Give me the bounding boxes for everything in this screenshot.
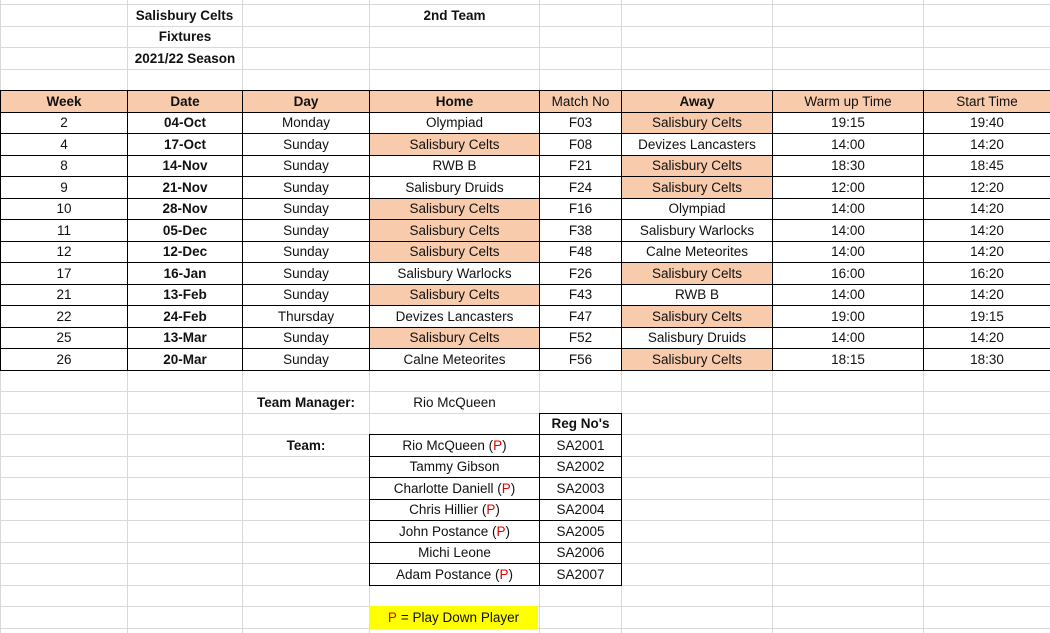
fixture-date-cell[interactable]: 13-Feb xyxy=(127,284,243,307)
fixture-home-cell[interactable]: Salisbury Druids xyxy=(369,176,540,199)
fixture-date-cell[interactable]: 05-Dec xyxy=(127,219,243,242)
paren: ( xyxy=(484,437,494,453)
player-name-cell[interactable] xyxy=(369,542,540,565)
fixture-date-cell[interactable]: 13-Mar xyxy=(127,327,243,350)
fixture-day-cell[interactable]: Sunday xyxy=(242,262,370,285)
fixture-day-cell[interactable]: Sunday xyxy=(242,348,370,371)
player-reg-no[interactable]: SA2001 xyxy=(539,434,622,457)
column-header-day[interactable]: Day xyxy=(242,90,370,113)
fixture-warm-up-time-cell[interactable]: 12:00 xyxy=(772,176,924,199)
fixture-day-cell[interactable]: Sunday xyxy=(242,155,370,178)
fixture-away-cell[interactable]: Salisbury Celts xyxy=(621,262,773,285)
fixture-date-cell[interactable]: 21-Nov xyxy=(127,176,243,199)
fixture-week-cell[interactable]: 26 xyxy=(0,348,128,371)
player-reg-no[interactable]: SA2003 xyxy=(539,477,622,500)
fixture-match-no-cell[interactable]: F56 xyxy=(539,348,622,371)
player-name: Charlotte Daniell xyxy=(393,480,494,496)
fixture-start-time-cell[interactable]: 14:20 xyxy=(923,241,1050,264)
player-reg-no[interactable]: SA2005 xyxy=(539,520,622,543)
fixture-match-no-cell[interactable]: F48 xyxy=(539,241,622,264)
fixture-away-cell[interactable]: Salisbury Celts xyxy=(621,348,773,371)
fixture-match-no-cell[interactable]: F16 xyxy=(539,198,622,221)
reg-no-header[interactable]: Reg No's xyxy=(539,413,622,436)
player-name: Adam Postance xyxy=(395,566,492,582)
fixture-away-cell[interactable]: Calne Meteorites xyxy=(621,241,773,264)
fixture-week-cell[interactable]: 22 xyxy=(0,305,128,328)
fixture-week-cell[interactable]: 8 xyxy=(0,155,128,178)
fixture-date-cell[interactable]: 12-Dec xyxy=(127,241,243,264)
fixture-match-no-cell[interactable]: F47 xyxy=(539,305,622,328)
fixture-match-no-cell[interactable]: F26 xyxy=(539,262,622,285)
fixture-warm-up-time-cell[interactable]: 14:00 xyxy=(772,133,924,156)
club-title[interactable]: Salisbury Celts xyxy=(135,7,234,23)
column-header-warm-up-time[interactable]: Warm up Time xyxy=(772,90,924,113)
paren: ) xyxy=(508,566,514,582)
fixture-home-cell[interactable]: Salisbury Celts xyxy=(369,133,540,156)
fixture-day-cell[interactable]: Thursday xyxy=(242,305,370,328)
team-title[interactable]: 2nd Team xyxy=(423,7,486,23)
play-down-marker: P xyxy=(493,437,503,453)
paren: ( xyxy=(478,502,487,518)
fixture-match-no-cell[interactable]: F38 xyxy=(539,219,622,242)
fixture-week-cell[interactable]: 25 xyxy=(0,327,128,350)
fixture-warm-up-time-cell[interactable]: 18:30 xyxy=(772,155,924,178)
fixture-week-cell[interactable]: 2 xyxy=(0,112,128,135)
player-reg-no[interactable]: SA2006 xyxy=(539,542,622,565)
column-header-start-time[interactable]: Start Time xyxy=(923,90,1050,113)
fixture-away-cell[interactable]: Salisbury Druids xyxy=(621,327,773,350)
player-name: Tammy Gibson xyxy=(409,459,500,475)
fixture-start-time-cell[interactable]: 14:20 xyxy=(923,198,1050,221)
fixture-week-cell[interactable]: 9 xyxy=(0,176,128,199)
player-name: Chris Hillier xyxy=(409,502,479,518)
play-down-marker: P xyxy=(496,523,506,539)
fixture-warm-up-time-cell[interactable]: 14:00 xyxy=(772,241,924,264)
fixture-start-time-cell[interactable]: 14:20 xyxy=(923,133,1050,156)
player-reg-no[interactable]: SA2007 xyxy=(539,563,622,586)
column-header-date[interactable]: Date xyxy=(127,90,243,113)
fixture-date-cell[interactable]: 16-Jan xyxy=(127,262,243,285)
fixture-match-no-cell[interactable]: F08 xyxy=(539,133,622,156)
player-name-cell[interactable] xyxy=(369,456,540,479)
legend-text: = Play Down Player xyxy=(400,609,520,625)
fixture-day-cell[interactable]: Sunday xyxy=(242,284,370,307)
season-title[interactable]: 2021/22 Season xyxy=(134,50,236,66)
player-name-cell[interactable] xyxy=(369,520,540,543)
column-header-match-no[interactable]: Match No xyxy=(539,90,622,113)
fixture-match-no-cell[interactable]: F52 xyxy=(539,327,622,350)
paren: ) xyxy=(505,523,511,539)
player-name-cell[interactable] xyxy=(369,563,540,586)
fixture-start-time-cell[interactable]: 19:15 xyxy=(923,305,1050,328)
fixture-home-cell[interactable]: Salisbury Celts xyxy=(369,198,540,221)
fixture-away-cell[interactable]: Salisbury Celts xyxy=(621,155,773,178)
play-down-marker: P xyxy=(499,566,509,582)
fixture-warm-up-time-cell[interactable]: 14:00 xyxy=(772,219,924,242)
team-manager-name[interactable]: Rio McQueen xyxy=(413,394,496,410)
fixture-day-cell[interactable]: Sunday xyxy=(242,176,370,199)
column-header-week[interactable]: Week xyxy=(0,90,128,113)
paren: ( xyxy=(491,566,500,582)
fixture-week-cell[interactable]: 4 xyxy=(0,133,128,156)
fixture-away-cell[interactable]: Salisbury Warlocks xyxy=(621,219,773,242)
fixture-away-cell[interactable]: Salisbury Celts xyxy=(621,305,773,328)
fixture-warm-up-time-cell[interactable]: 18:15 xyxy=(772,348,924,371)
fixture-date-cell[interactable]: 04-Oct xyxy=(127,112,243,135)
paren: ) xyxy=(510,480,516,496)
fixture-home-cell[interactable]: Olympiad xyxy=(369,112,540,135)
fixture-start-time-cell[interactable]: 16:20 xyxy=(923,262,1050,285)
fixture-start-time-cell[interactable]: 19:40 xyxy=(923,112,1050,135)
fixture-start-time-cell[interactable]: 18:45 xyxy=(923,155,1050,178)
legend-marker: P xyxy=(387,609,397,625)
fixture-home-cell[interactable]: Salisbury Celts xyxy=(369,219,540,242)
team-manager-label[interactable]: Team Manager: xyxy=(256,394,356,410)
fixture-day-cell[interactable]: Sunday xyxy=(242,219,370,242)
fixture-week-cell[interactable]: 12 xyxy=(0,241,128,264)
fixture-warm-up-time-cell[interactable]: 14:00 xyxy=(772,284,924,307)
player-name-cell[interactable] xyxy=(369,434,540,457)
fixture-day-cell[interactable]: Sunday xyxy=(242,133,370,156)
fixture-start-time-cell[interactable]: 14:20 xyxy=(923,327,1050,350)
fixture-date-cell[interactable]: 20-Mar xyxy=(127,348,243,371)
paren: ( xyxy=(488,523,497,539)
player-name: Rio McQueen xyxy=(402,437,485,453)
column-header-home[interactable]: Home xyxy=(369,90,540,113)
fixture-home-cell[interactable]: Salisbury Celts xyxy=(369,284,540,307)
fixture-day-cell[interactable]: Sunday xyxy=(242,327,370,350)
fixture-warm-up-time-cell[interactable]: 19:00 xyxy=(772,305,924,328)
fixture-day-cell[interactable]: Sunday xyxy=(242,198,370,221)
fixture-away-cell[interactable]: Devizes Lancasters xyxy=(621,133,773,156)
fixture-start-time-cell[interactable]: 14:20 xyxy=(923,219,1050,242)
fixture-away-cell[interactable]: RWB B xyxy=(621,284,773,307)
fixture-date-cell[interactable]: 24-Feb xyxy=(127,305,243,328)
fixture-home-cell[interactable]: Calne Meteorites xyxy=(369,348,540,371)
fixtures-title[interactable]: Fixtures xyxy=(158,29,212,45)
fixture-away-cell[interactable]: Salisbury Celts xyxy=(621,112,773,135)
player-name: Michi Leone xyxy=(418,545,491,561)
fixture-start-time-cell[interactable]: 12:20 xyxy=(923,176,1050,199)
fixture-away-cell[interactable]: Salisbury Celts xyxy=(621,176,773,199)
player-reg-no[interactable]: SA2002 xyxy=(539,456,622,479)
play-down-legend[interactable] xyxy=(369,606,538,629)
fixture-home-cell[interactable]: Devizes Lancasters xyxy=(369,305,540,328)
fixture-match-no-cell[interactable]: F21 xyxy=(539,155,622,178)
play-down-marker: P xyxy=(501,480,511,496)
fixture-warm-up-time-cell[interactable]: 14:00 xyxy=(772,327,924,350)
play-down-marker: P xyxy=(486,502,496,518)
fixture-match-no-cell[interactable]: F43 xyxy=(539,284,622,307)
fixture-warm-up-time-cell[interactable]: 14:00 xyxy=(772,198,924,221)
column-header-away[interactable]: Away xyxy=(621,90,773,113)
player-reg-no[interactable]: SA2004 xyxy=(539,499,622,522)
fixture-week-cell[interactable]: 17 xyxy=(0,262,128,285)
fixture-day-cell[interactable]: Sunday xyxy=(242,241,370,264)
fixture-home-cell[interactable]: Salisbury Celts xyxy=(369,241,540,264)
fixture-week-cell[interactable]: 21 xyxy=(0,284,128,307)
paren: ) xyxy=(502,437,507,453)
fixture-date-cell[interactable]: 14-Nov xyxy=(127,155,243,178)
fixture-warm-up-time-cell[interactable]: 19:15 xyxy=(772,112,924,135)
player-name: John Postance xyxy=(398,523,489,539)
fixture-week-cell[interactable]: 10 xyxy=(0,198,128,221)
paren: ( xyxy=(493,480,502,496)
fixture-start-time-cell[interactable]: 14:20 xyxy=(923,284,1050,307)
fixture-date-cell[interactable]: 17-Oct xyxy=(127,133,243,156)
fixture-start-time-cell[interactable]: 18:30 xyxy=(923,348,1050,371)
fixture-week-cell[interactable]: 11 xyxy=(0,219,128,242)
player-name-cell[interactable] xyxy=(369,499,540,522)
fixture-warm-up-time-cell[interactable]: 16:00 xyxy=(772,262,924,285)
fixture-home-cell[interactable]: Salisbury Warlocks xyxy=(369,262,540,285)
fixture-home-cell[interactable]: RWB B xyxy=(369,155,540,178)
paren: ) xyxy=(495,502,500,518)
team-label[interactable]: Team: xyxy=(286,437,326,453)
fixture-match-no-cell[interactable]: F24 xyxy=(539,176,622,199)
fixture-day-cell[interactable]: Monday xyxy=(242,112,370,135)
fixture-match-no-cell[interactable]: F03 xyxy=(539,112,622,135)
fixture-home-cell[interactable]: Salisbury Celts xyxy=(369,327,540,350)
fixture-away-cell[interactable]: Olympiad xyxy=(621,198,773,221)
fixture-date-cell[interactable]: 28-Nov xyxy=(127,198,243,221)
player-name-cell[interactable] xyxy=(369,477,540,500)
